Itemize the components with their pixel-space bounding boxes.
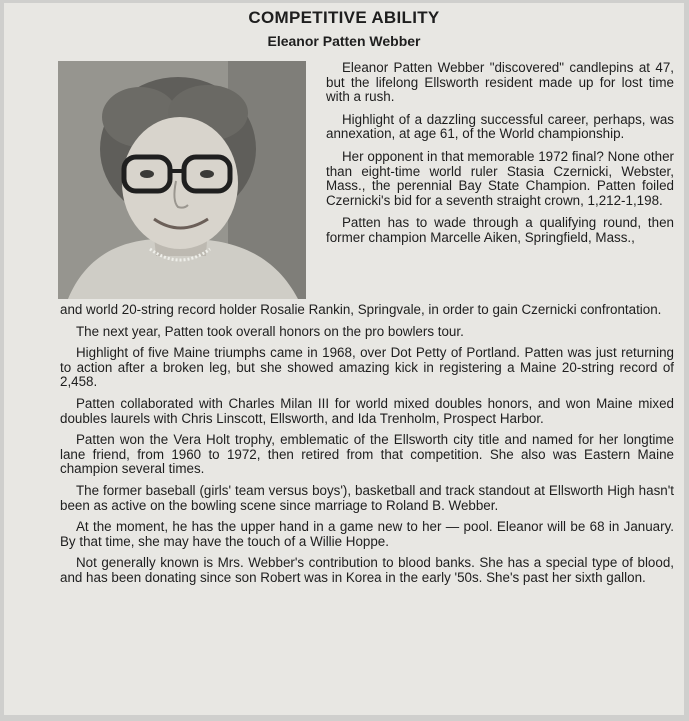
paragraph-mixed-doubles: Patten collaborated with Charles Milan III for world mixed doubles honors, and won Maine mixed doubles laurels with Chris Linscott, Ellsworth, and Ida Trenholm, Prospect Harbor. (60, 395, 674, 426)
paragraph-pool: At the moment, he has the upper hand in a game new to her — pool. Eleanor will be 68 in January. By that time, she may have the touch of a Willie Hoppe. (60, 519, 674, 549)
paragraph-opponent: Her opponent in that memorable 1972 final? None other than eight-time world ruler Stasia Czernicki, Webster, Mass., the perennial Bay State Champion. Patten foiled Czernicki's bid for a seventh straight crown, 1,212-1,198. (326, 148, 674, 208)
paragraph-blood-banks: Not generally known is Mrs. Webber's contribution to blood banks. She has a special type of blood, and has been donating since son Robert was in Korea in the early '50s. She's past her sixth gallon. (60, 555, 674, 585)
paragraph-highlight: Highlight of a dazzling successful career, perhaps, was annexation, at age 61, of the World championship. (326, 111, 674, 142)
portrait-photo (58, 61, 306, 299)
right-column (326, 61, 674, 246)
portrait-illustration (58, 61, 306, 299)
article-subtitle: Eleanor Patten Webber (267, 33, 421, 49)
paragraph-pro-tour: The next year, Patten took overall honors on the pro bowlers tour. (76, 323, 464, 339)
full-width-text (60, 303, 674, 593)
newspaper-clipping (4, 3, 684, 715)
paragraph-maine-triumphs: Highlight of five Maine triumphs came in 1968, over Dot Petty of Portland. Patten was just returning to action after a broken leg, but she showed amazing kick in registering a Maine 20-string record of 2,458. (60, 345, 674, 390)
paragraph-qualifying-rest: and world 20-string record holder Rosalie Rankin, Springvale, in order to gain Czernicki confrontation. (60, 302, 662, 317)
paragraph-former-standout: The former baseball (girls' team versus boys'), basketball and track standout at Ellsworth High hasn't been as active on the bowling scene since marriage to Roland B. Webber. (60, 482, 674, 513)
paragraph-vera-holt: Patten won the Vera Holt trophy, emblematic of the Ellsworth city title and named for her longtime lane friend, from 1960 to 1972, then retired from that competition. She also was Eastern Maine champion several times. (60, 432, 674, 477)
paragraph-qualifying-top: Patten has to wade through a qualifying round, then former champion Marcelle Aiken, Springfield, Mass., (326, 215, 674, 245)
article-title: COMPETITIVE ABILITY (248, 8, 440, 27)
paragraph-intro: Eleanor Patten Webber "discovered" candlepins at 47, but the lifelong Ellsworth resident made up for lost time with a rush. (326, 60, 674, 105)
